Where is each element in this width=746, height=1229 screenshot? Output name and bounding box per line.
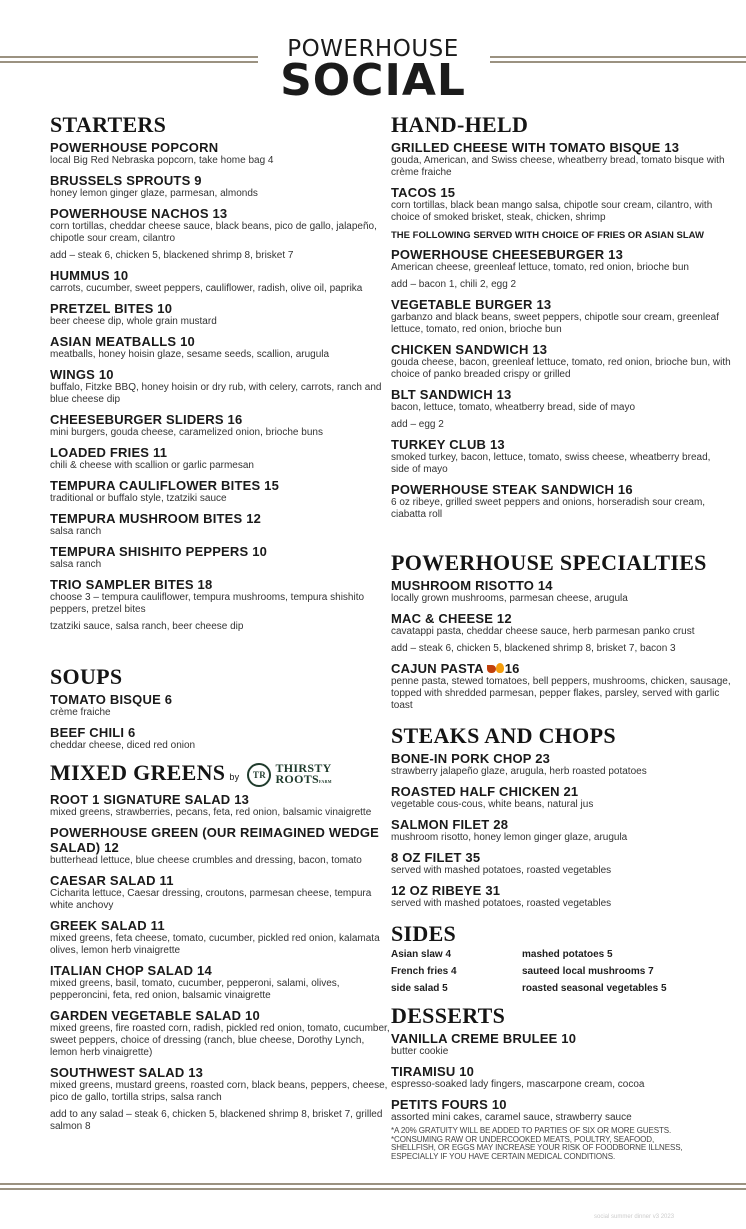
item-name-text: BONE-IN PORK CHOP 23 [391,751,551,766]
item-name [391,297,731,312]
item-name [391,611,731,626]
menu-item [50,367,390,406]
item-name [50,511,390,526]
item-addons: add – steak 6, chicken 5, blackened shrimp 8, brisket 7, bacon 3 [391,643,676,654]
menu-item [50,577,390,633]
menu-item [391,437,731,476]
item-addons: tzatziki sauce, salsa ranch, beer cheese dip [50,621,244,632]
section-hand-held [391,113,731,527]
spice-icons [484,661,505,676]
menu-item [391,850,731,877]
item-description: mixed greens, mustard greens, roasted corn, black beans, peppers, cheese, pico de gallo, tortilla strips, salsa ranch [50,1080,388,1103]
menu-item [391,817,731,844]
item-name [391,883,731,898]
section-title-text: SOUPS [50,664,123,689]
menu-item [50,544,390,571]
item-name-text: ITALIAN CHOP SALAD 14 [50,963,212,978]
item-name [391,1064,731,1079]
menu-item [391,387,731,431]
item-description: smoked turkey, bacon, lettuce, tomato, swiss cheese, wheatberry bread, side of mayo [391,452,711,475]
menu-item [391,247,731,291]
item-description: served with mashed potatoes, roasted vegetables [391,865,612,876]
item-name-text: TIRAMISU 10 [391,1064,475,1079]
item-name-text: CHICKEN SANDWICH 13 [391,342,548,357]
item-addons: add to any salad – steak 6, chicken 5, blackened shrimp 8, brisket 7, grilled salmon 8 [50,1109,383,1132]
item-name [50,268,390,283]
menu-item [391,482,731,521]
menu-item [50,445,390,472]
menu-item [50,334,390,361]
section-title-text: HAND-HELD [391,112,529,137]
item-name-text: TURKEY CLUB 13 [391,437,505,452]
item-description: penne pasta, stewed tomatoes, bell peppers, mushrooms, chicken, sausage, topped with shredded parmesan, pepper flakes, parsley, served with garlic toast [391,676,731,711]
item-description: mushroom risotto, honey lemon ginger glaze, arugula [391,832,628,843]
item-name [50,478,390,493]
item-name-text: MAC & CHEESE 12 [391,611,512,626]
item-description: cavatappi pasta, cheddar cheese sauce, herb parmesan panko crust [391,626,695,637]
menu-item [391,1031,731,1058]
item-description: Cicharita lettuce, Caesar dressing, croutons, parmesan cheese, tempura white anchovy [50,888,372,911]
item-name-text: LOADED FRIES 11 [50,445,168,460]
section-title [391,724,731,748]
menu-item [50,206,390,262]
item-name-text: ROOT 1 SIGNATURE SALAD 13 [50,792,250,807]
item-name [50,367,390,382]
section-title [391,1004,731,1028]
item-name-text: CAJUN PASTA [391,661,484,676]
item-description: butterhead lettuce, blue cheese crumbles and dressing, bacon, tomato [50,855,362,866]
logo-farm: FARM [318,778,332,784]
side-item: roasted seasonal vegetables 5 [522,983,667,994]
section-title [50,665,390,689]
item-description: cheddar cheese, diced red onion [50,740,196,751]
item-name-text: TOMATO BISQUE 6 [50,692,173,707]
item-name [391,817,731,832]
section-title [50,761,390,789]
item-description: gouda cheese, bacon, greenleaf lettuce, tomato, red onion, brioche bun, with choice of panko breaded crispy or grilled [391,357,731,380]
item-name [391,751,731,766]
item-description: garbanzo and black beans, sweet peppers, chipotle sour cream, greenleaf lettuce, tomato, red onion, brioche bun [391,312,719,335]
item-description: strawberry jalapeño glaze, arugula, herb roasted potatoes [391,766,647,777]
item-name-text: ASIAN MEATBALLS 10 [50,334,195,349]
item-name [391,387,731,402]
item-name-text: BLT SANDWICH 13 [391,387,512,402]
item-name-text: HUMMUS 10 [50,268,129,283]
item-name-text: POWERHOUSE CHEESEBURGER 13 [391,247,624,262]
fire-icon [496,663,504,673]
side-item: side salad 5 [391,983,448,994]
item-name [50,963,390,978]
brand-line-2: SOCIAL [280,55,466,106]
section-title-text: STARTERS [50,112,167,137]
item-description: corn tortillas, cheddar cheese sauce, black beans, pico de gallo, jalapeño, chipotle sour cream, cilantro [50,221,377,244]
item-name [50,206,390,221]
item-name [391,342,731,357]
item-name-text: GARDEN VEGETABLE SALAD 10 [50,1008,260,1023]
item-description: served with mashed potatoes, roasted vegetables [391,898,612,909]
item-name [50,825,390,855]
menu-item [50,918,390,957]
item-addons: add – bacon 1, chili 2, egg 2 [391,279,517,290]
thirsty-roots-logo [247,760,332,787]
menu-item [50,725,390,752]
item-description: assorted mini cakes, caramel sauce, strawberry sauce [391,1112,632,1123]
item-description: carrots, cucumber, sweet peppers, cauliflower, radish, olive oil, paprika [50,283,363,294]
item-name-text: SALMON FILET 28 [391,817,509,832]
item-name-text: TACOS 15 [391,185,456,200]
item-name-text: VEGETABLE BURGER 13 [391,297,552,312]
section-title [50,113,390,137]
section-soups [50,665,390,758]
menu-item [50,412,390,439]
menu-item [50,963,390,1002]
item-description: gouda, American, and Swiss cheese, wheatberry bread, tomato bisque with crème fraiche [391,155,725,178]
section-title [391,551,731,575]
item-name-text: ROASTED HALF CHICKEN 21 [391,784,579,799]
menu-item [391,140,731,179]
item-description: salsa ranch [50,559,102,570]
menu-item [391,1097,731,1124]
item-name-text: TEMPURA SHISHITO PEPPERS 10 [50,544,268,559]
item-description: mixed greens, fire roasted corn, radish, pickled red onion, tomato, cucumber, sweet peppers, choice of dressing (ranch, blue cheese, Dorothy Lynch, lemon herb vinaigrette) [50,1023,390,1058]
item-name [391,482,731,497]
menu-item [50,825,390,867]
item-name [50,873,390,888]
item-name-text: SOUTHWEST SALAD 13 [50,1065,204,1080]
item-name-text: CHEESEBURGER SLIDERS 16 [50,412,243,427]
item-description: butter cookie [391,1046,449,1057]
item-description: crème fraiche [50,707,111,718]
item-name-text: POWERHOUSE STEAK SANDWICH 16 [391,482,633,497]
item-description: meatballs, honey hoisin glaze, sesame seeds, scallion, arugula [50,349,330,360]
item-name [50,140,390,155]
menu-item [50,140,390,167]
item-name-text: WINGS 10 [50,367,114,382]
menu-item [50,1065,390,1133]
item-name [50,792,390,807]
item-name-text: TRIO SAMPLER BITES 18 [50,577,213,592]
disclaimer: *A 20% GRATUITY WILL BE ADDED TO PARTIES OF SIX OR MORE GUESTS. *CONSUMING RAW OR UNDERCOOKED MEATS, POULTRY, SEAFOOD, SHELLFISH, OR EGGS MAY INCREASE YOUR RISK OF FOODBORNE ILLNESS, ESPECIALLY IF YOU HAVE CERTAIN MEDICAL CONDITIONS. [391,1126,683,1161]
item-name-text: VANILLA CREME BRULEE 10 [391,1031,577,1046]
item-name [391,185,731,200]
menu-item [50,268,390,295]
item-name [391,1097,731,1112]
item-name [391,578,731,593]
item-name-text: 8 OZ FILET 35 [391,850,481,865]
item-name-text: BEEF CHILI 6 [50,725,136,740]
item-name [50,692,390,707]
menu-item [50,1008,390,1059]
item-name [50,445,390,460]
section-title-text: POWERHOUSE SPECIALTIES [391,550,707,575]
section-title-text: STEAKS AND CHOPS [391,723,616,748]
section-title: SIDES [391,921,457,946]
side-item: Asian slaw 4 [391,949,452,960]
footer-rule [0,1183,746,1190]
side-item: mashed potatoes 5 [522,949,613,960]
version-label: social summer dinner v3 2023 [594,1214,675,1220]
logo-line-2-text: ROOTS [275,771,319,786]
item-description: traditional or buffalo style, tzatziki sauce [50,493,227,504]
item-name-text: POWERHOUSE NACHOS 13 [50,206,228,221]
item-description: mixed greens, basil, tomato, cucumber, pepperoni, salami, olives, pepperoncini, feta, red onion, balsamic vinaigrette [50,978,340,1001]
menu-item [391,611,731,655]
item-name [391,140,731,155]
item-name-text: POWERHOUSE POPCORN [50,140,219,155]
item-name [50,1008,390,1023]
brand-line-1: POWERHOUSE [287,36,459,62]
item-name [391,850,731,865]
menu-item [50,511,390,538]
item-description: espresso-soaked lady fingers, mascarpone cream, cocoa [391,1079,645,1090]
item-description: buffalo, Fitzke BBQ, honey hoisin or dry rub, with celery, carrots, ranch and blue cheese dip [50,382,382,405]
item-description: chili & cheese with scallion or garlic parmesan [50,460,254,471]
menu-item [50,873,390,912]
menu-item [391,751,731,778]
item-name-text: GRILLED CHEESE WITH TOMATO BISQUE 13 [391,140,680,155]
item-description: 6 oz ribeye, grilled sweet peppers and onions, horseradish sour cream, ciabatta roll [391,497,706,520]
section-starters [50,113,390,639]
item-name [50,918,390,933]
thirsty-roots-mark: TR [247,763,271,787]
item-description: local Big Red Nebraska popcorn, take home bag 4 [50,155,274,166]
menu-item [391,784,731,811]
item-name-text: MUSHROOM RISOTTO 14 [391,578,553,593]
item-name-text: GREEK SALAD 11 [50,918,165,933]
chili-pepper-icon [487,665,496,673]
item-name [50,1065,390,1080]
logo-line-2 [275,771,332,787]
item-name [50,412,390,427]
item-addons: add – steak 6, chicken 5, blackened shrimp 8, brisket 7 [50,250,294,261]
menu-item [391,578,731,605]
item-name [50,173,390,188]
section-title [391,113,731,137]
section-specialties [391,551,731,718]
item-addons: add – egg 2 [391,419,444,430]
item-description: vegetable cous-cous, white beans, natural jus [391,799,594,810]
item-name [391,437,731,452]
item-description: choose 3 – tempura cauliflower, tempura mushrooms, tempura shishito peppers, pretzel bites [50,592,365,615]
item-name [391,1031,731,1046]
item-name [391,661,731,676]
menu-item [50,478,390,505]
item-description: mixed greens, feta cheese, tomato, cucumber, pickled red onion, kalamata olives, lemon herb vinaigrette [50,933,380,956]
item-name-text: PRETZEL BITES 10 [50,301,173,316]
section-sides [391,922,731,995]
item-name-text: 12 OZ RIBEYE 31 [391,883,501,898]
item-name-text: BRUSSELS SPROUTS 9 [50,173,202,188]
side-item: French fries 4 [391,966,457,977]
item-description: mini burgers, gouda cheese, caramelized onion, brioche buns [50,427,323,438]
section-note: THE FOLLOWING SERVED WITH CHOICE OF FRIES OR ASIAN SLAW [391,230,704,241]
item-description: salsa ranch [50,526,102,537]
item-description: corn tortillas, black bean mango salsa, chipotle sour cream, cilantro, with choice of smoked brisket, steak, chicken, shrimp [391,200,713,223]
menu-item [391,185,731,224]
item-name-text: CAESAR SALAD 11 [50,873,174,888]
by-label: by [229,772,240,782]
menu-item [391,1064,731,1091]
item-description: beer cheese dip, whole grain mustard [50,316,217,327]
menu-item [391,342,731,381]
menu-item [50,792,390,819]
section-title-text: MIXED GREENS [50,760,226,785]
item-name-text: POWERHOUSE GREEN (OUR REIMAGINED WEDGE SALAD) 12 [50,825,380,855]
menu-item [391,297,731,336]
item-description: bacon, lettuce, tomato, wheatberry bread, side of mayo [391,402,636,413]
sides-list [391,949,731,995]
item-description: mixed greens, strawberries, pecans, feta, red onion, balsamic vinaigrette [50,807,372,818]
menu-item [391,883,731,910]
item-name [50,577,390,592]
item-name [50,544,390,559]
item-name-text: TEMPURA MUSHROOM BITES 12 [50,511,262,526]
section-title-text: DESSERTS [391,1003,506,1028]
section-mixed-greens [50,761,390,1139]
section-steaks-and-chops [391,724,731,916]
thirsty-roots-wordmark [275,760,332,787]
item-name [391,247,731,262]
item-name [50,301,390,316]
menu-item [50,301,390,328]
side-item: sauteed local mushrooms 7 [522,966,654,977]
item-name [50,725,390,740]
item-price: 16 [504,661,520,676]
item-name-text: PETITS FOURS 10 [391,1097,507,1112]
menu-item [50,173,390,200]
section-desserts [391,1004,731,1130]
item-description: honey lemon ginger glaze, parmesan, almonds [50,188,258,199]
item-description: locally grown mushrooms, parmesan cheese, arugula [391,593,628,604]
item-description: American cheese, greenleaf lettuce, tomato, red onion, brioche bun [391,262,689,273]
menu-item [391,661,731,712]
menu-item [50,692,390,719]
logo-line-1: THIRSTY [275,760,332,775]
item-name-text: TEMPURA CAULIFLOWER BITES 15 [50,478,280,493]
item-name [391,784,731,799]
item-name [50,334,390,349]
